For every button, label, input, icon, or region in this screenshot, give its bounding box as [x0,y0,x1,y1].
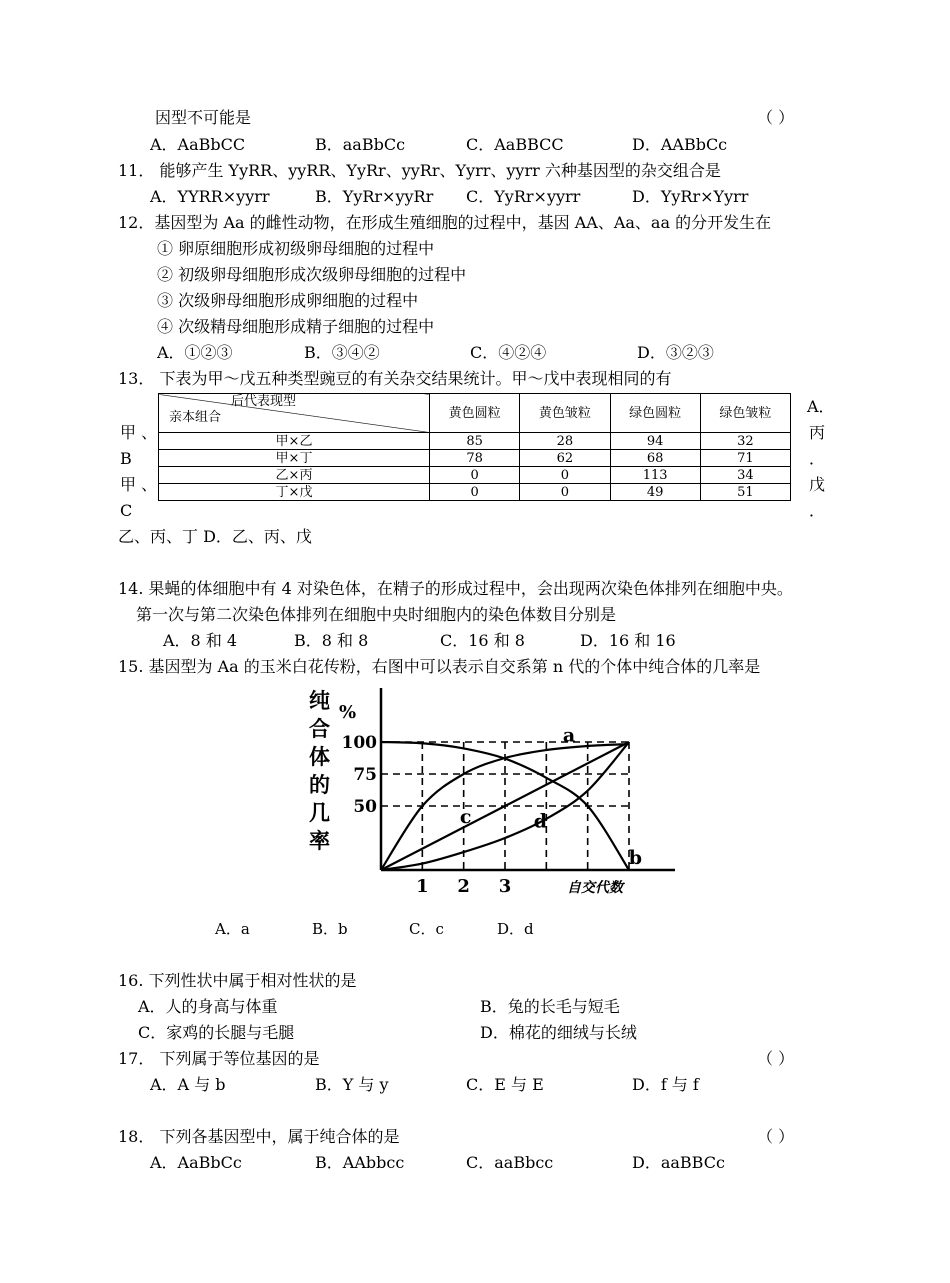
q13-right-fragment-3: ． [809,449,826,468]
header-yellow-wrinkled: 黄色皱粒 [520,394,610,433]
q17-answer-paren: （ ） [757,1049,795,1068]
value-cell: 32 [700,433,790,450]
q18-answer-paren: （ ） [757,1127,795,1146]
q13-left-fragment-4: C [120,501,133,520]
table-header-row [159,394,791,433]
q11-option-c: C．YyRr×yyrr [466,187,581,206]
y-axis-label-char: 体 [309,744,330,769]
x-tick-label: 2 [457,876,470,897]
q14-option-b: B．8 和 8 [294,631,369,650]
q13-right-fragment-4: 戊 [809,475,826,494]
q10-option-c: C．AaBBCC [466,135,564,154]
table-corner-cell [159,394,430,433]
q13-left-fragment-1: 甲 、 [120,423,158,442]
y-axis-label-char: 率 [309,828,330,853]
q12-item-2: ② 初级卵母细胞形成次级卵母细胞的过程中 [157,265,467,284]
header-green-wrinkled: 绿色皱粒 [700,394,790,433]
y-tick-label: 50 [353,797,377,817]
q16-option-c: C．家鸡的长腿与毛腿 [138,1023,295,1042]
q13-stem: 13． 下表为甲～戊五种类型豌豆的有关杂交结果统计。甲～戊中表现相同的有 [118,369,672,388]
value-cell: 51 [700,484,790,501]
series-d-label: d [533,810,548,833]
q13-last-line: 乙、丙、丁 D．乙、丙、戊 [118,527,312,546]
value-cell: 94 [610,433,700,450]
q12-option-b: B．③④② [304,343,380,362]
value-cell: 71 [700,450,790,467]
y-tick-label: 75 [353,765,377,785]
corner-label-offspring: 后代表现型 [231,394,297,409]
q10-option-d: D．AABbCc [632,135,728,154]
q14-stem-line-1: 14. 果蝇的体细胞中有 4 对染色体，在精子的形成过程中，会出现两次染色体排列在细胞中央。 [118,579,793,598]
q13-table [158,393,791,501]
y-axis-label-char: 几 [309,800,330,825]
x-tick-label: 3 [498,876,512,897]
table-row [159,467,791,484]
q16-option-d: D．棉花的细绒与长绒 [480,1023,637,1042]
q11-stem: 11． 能够产生 YyRR、yyRR、YyRr、yyRr、Yyrr、yyrr 六种基因型的杂交组合是 [118,161,721,180]
value-cell: 62 [520,450,610,467]
q18-option-c: C．aaBbcc [466,1153,554,1172]
q12-item-4: ④ 次级精母细胞形成精子细胞的过程中 [157,317,435,336]
y-axis-label-char: 合 [309,716,330,741]
q10-option-a: A．AaBbCC [150,135,246,154]
q12-item-3: ③ 次级卵母细胞形成卵细胞的过程中 [157,291,419,310]
value-cell: 113 [610,467,700,484]
q16-option-a: A．人的身高与体重 [138,997,278,1016]
q13-left-fragment-2: B [120,449,132,468]
q15-option-c: C．c [409,920,444,938]
corner-label-parents: 亲本组合 [169,410,222,425]
q17-stem: 17． 下列属于等位基因的是 [118,1049,320,1068]
q14-option-c: C．16 和 8 [440,631,525,650]
table-row [159,484,791,501]
q17-option-d: D．f 与 f [632,1075,699,1094]
q15-stem: 15. 基因型为 Aa 的玉米白花传粉，右图中可以表示自交系第 n 代的个体中纯合体的几率是 [118,657,761,676]
q13-right-fragment-5: ． [809,501,826,520]
q12-item-1: ① 卵原细胞形成初级卵母细胞的过程中 [157,239,435,258]
value-cell: 0 [430,467,520,484]
q15-option-b: B．b [312,920,348,938]
q12-option-d: D．③②③ [637,343,714,362]
q10-option-b: B．aaBbCc [315,135,406,154]
q13-left-fragment-3: 甲 、 [120,475,158,494]
q12-stem: 12．基因型为 Aa 的雌性动物，在形成生殖细胞的过程中，基因 AA、Aa、aa 的分开发生在 [118,213,772,232]
header-green-round: 绿色圆粒 [610,394,700,433]
q14-option-a: A．8 和 4 [163,631,238,650]
q11-option-d: D．YyRr×Yyrr [632,187,749,206]
q15-chart [295,682,690,907]
q18-option-a: A．AaBbCc [150,1153,242,1172]
q10-answer-paren: （ ） [757,108,795,127]
value-cell: 68 [610,450,700,467]
q15-option-a: A．a [215,920,250,938]
q11-option-b: B．YyRr×yyRr [315,187,434,206]
cross-cell: 乙×丙 [159,467,430,484]
q18-option-d: D．aaBBCc [632,1153,725,1172]
q16-stem: 16. 下列性状中属于相对性状的是 [118,971,357,990]
table-row [159,450,791,467]
cross-cell: 甲×丁 [159,450,430,467]
header-yellow-round: 黄色圆粒 [430,394,520,433]
q18-stem: 18． 下列各基因型中，属于纯合体的是 [118,1127,400,1146]
q11-option-a: A．YYRR×yyrr [150,187,270,206]
value-cell: 78 [430,450,520,467]
x-tick-label: 1 [416,876,429,897]
cross-cell: 丁×戊 [159,484,430,501]
q14-option-d: D．16 和 16 [580,631,676,650]
q13-right-fragment-2: 丙 [809,423,826,442]
q12-option-a: A．①②③ [157,343,233,362]
q12-option-c: C．④②④ [470,343,547,362]
value-cell: 0 [430,484,520,501]
y-axis-label-char: 的 [309,772,330,797]
q15-option-d: D．d [497,920,534,938]
series-a-label: a [562,724,576,747]
q17-option-a: A．A 与 b [150,1075,226,1094]
value-cell: 0 [520,484,610,501]
y-tick-label: 100 [341,733,377,753]
q10-stem-tail: 因型不可能是 [155,108,252,127]
q18-option-b: B．AAbbcc [315,1153,405,1172]
x-axis-label: 自交代数 [567,880,623,896]
table-row [159,433,791,450]
q17-option-b: B．Y 与 y [315,1075,389,1094]
cross-cell: 甲×乙 [159,433,430,450]
q16-option-b: B．兔的长毛与短毛 [480,997,620,1016]
y-axis-label-char: 纯 [309,688,330,713]
value-cell: 28 [520,433,610,450]
value-cell: 0 [520,467,610,484]
q13-right-fragment-1: A． [807,397,835,416]
q17-option-c: C．E 与 E [466,1075,544,1094]
q14-stem-line-2: 第一次与第二次染色体排列在细胞中央时细胞内的染色体数目分别是 [136,605,617,624]
series-b-label: b [628,847,643,869]
value-cell: 49 [610,484,700,501]
y-unit-label: % [339,702,357,723]
value-cell: 34 [700,467,790,484]
series-c-label: c [459,806,472,829]
value-cell: 85 [430,433,520,450]
